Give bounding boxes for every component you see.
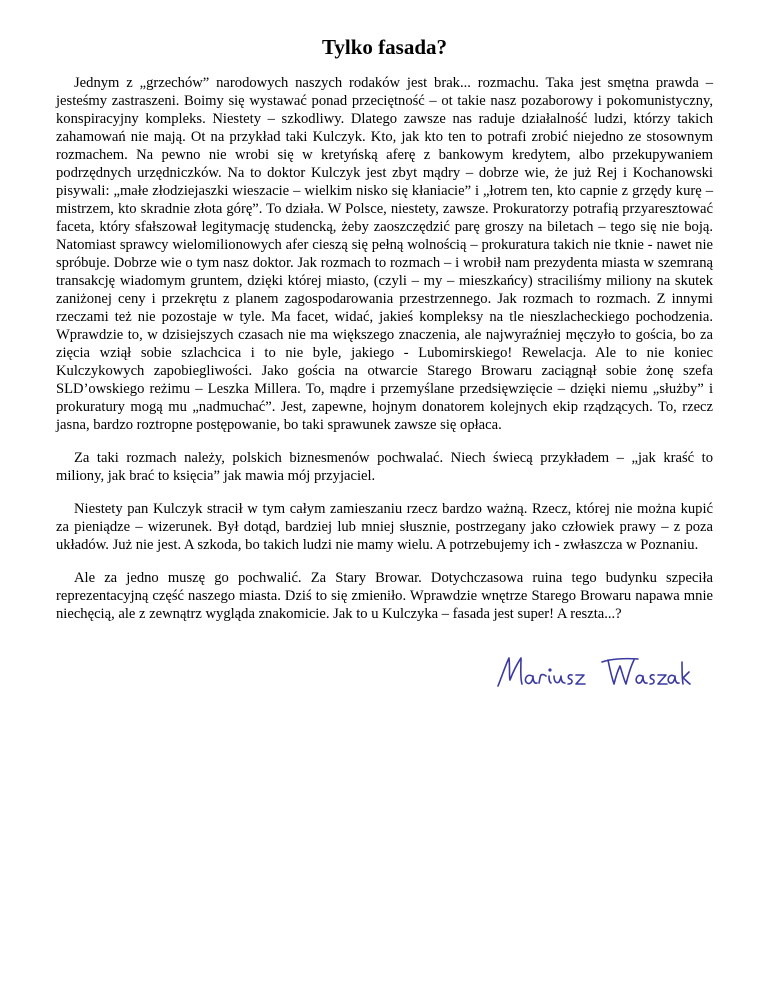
paragraph-2: Za taki rozmach należy, polskich biznesmenów pochwalać. Niech świecą przykładem – „jak kraść to miliony, jak brać to księcia” jak mawia mój przyjaciel. xyxy=(56,450,713,484)
document-page xyxy=(56,34,713,638)
document-title: Tylko fasada? xyxy=(321,35,448,59)
paragraph-1: Jednym z „grzechów” narodowych naszych rodaków jest brak... rozmachu. Taka jest smętna prawda – jesteśmy zastraszeni. Boimy się wystawać ponad przeciętność – ot takie nasz pozaborowy i pokomunistyczny, konspiracyjny kompleks. Niestety – szkodliwy. Dlatego zawsze nas raduje działalność ludzi, którzy takich zahamowań nie mają. Ot na przykład taki Kulczyk. Kto, jak kto ten to potrafi zrobić niejedno ze stosownym rozmachem. Na pewno nie wrobi się w kretyńską aferę z bankowym kredytem, albo przekupywaniem podrzędnych urzędniczków. Na to doktor Kulczyk jest zbyt mądry – dobrze wie, że już Rej i Kochanowski pisywali: „małe złodziejaszki wieszacie – wielkim nisko się kłaniacie” i „łotrem ten, kto capnie z grzędy kurę – mistrzem, kto skradnie złota górę”. To działa. W Polsce, niestety, zawsze. Prokuratorzy potrafią przyaresztować faceta, który sfałszował legitymację studencką, żeby zaoszczędzić parę groszy na biletach – tego się nie boją. Natomiast sprawcy wielomilionowych afer cieszą się pełną wolnością – prokuratura takich nie tknie - nawet nie spróbuje. Dobrze wie o tym nasz doktor. Jak rozmach to rozmach – i wrobił nam prezydenta miasta w szemraną transakcję wiadomym gruntem, dzięki której miasto, (czyli – my – mieszkańcy) straciliśmy miliony na skutek zaniżonej ceny i przekrętu z planem zagospodarowania przestrzennego. Jak rozmach to rozmach. Z innymi rzeczami też nie pozostaje w tyle. Ma facet, widać, jakieś kompleksy na tle nieszlacheckiego pochodzenia. Wprawdzie to, w dzisiejszych czasach nie ma większego znaczenia, ale najwyraźniej męczyło to gościa, bo za zięcia wziął sobie szlachcica i to nie byle, jakiego - Lubomirskiego! Rewelacja. Ale to nie koniec Kulczykowych zapobiegliwości. Jako gościa na otwarcie Starego Browaru zaciągnął sobie żonę szefa SLD’owskiego reżimu – Leszka Millera. To, mądre i przemyślane przedsięwzięcie – dzięki niemu „służby” i prokuratury mogą mu „nadmuchać”. Jest, zapewne, hojnym donatorem kolejnych ekip rządzących. To, rzecz jasna, bardzo roztropne postępowanie, bo taki sprawunek zawsze się opłaca. xyxy=(56,75,713,433)
paragraph-4: Ale za jedno muszę go pochwalić. Za Stary Browar. Dotychczasowa ruina tego budynku szpeciła reprezentacyjną część naszego miasta. Dziś to się zmieniło. Wprawdzie wnętrze Starego Browaru napawa mnie niechęcią, ale z zewnątrz wygląda znakomicie. Jak to u Kulczyka – fasada jest super! A reszta...? xyxy=(56,570,713,622)
paragraph-3: Niestety pan Kulczyk stracił w tym całym zamieszaniu rzecz bardzo ważną. Rzecz, której nie można kupić za pieniądze – wizerunek. Był dotąd, bardziej lub mniej słusznie, postrzegany jako człowiek prawy – z poza układów. Już nie jest. A szkoda, bo takich ludzi nie mamy wielu. A potrzebujemy ich - zwłaszcza w Poznaniu. xyxy=(56,501,713,553)
handwritten-signature xyxy=(492,640,692,700)
signature-drawing xyxy=(492,640,692,700)
